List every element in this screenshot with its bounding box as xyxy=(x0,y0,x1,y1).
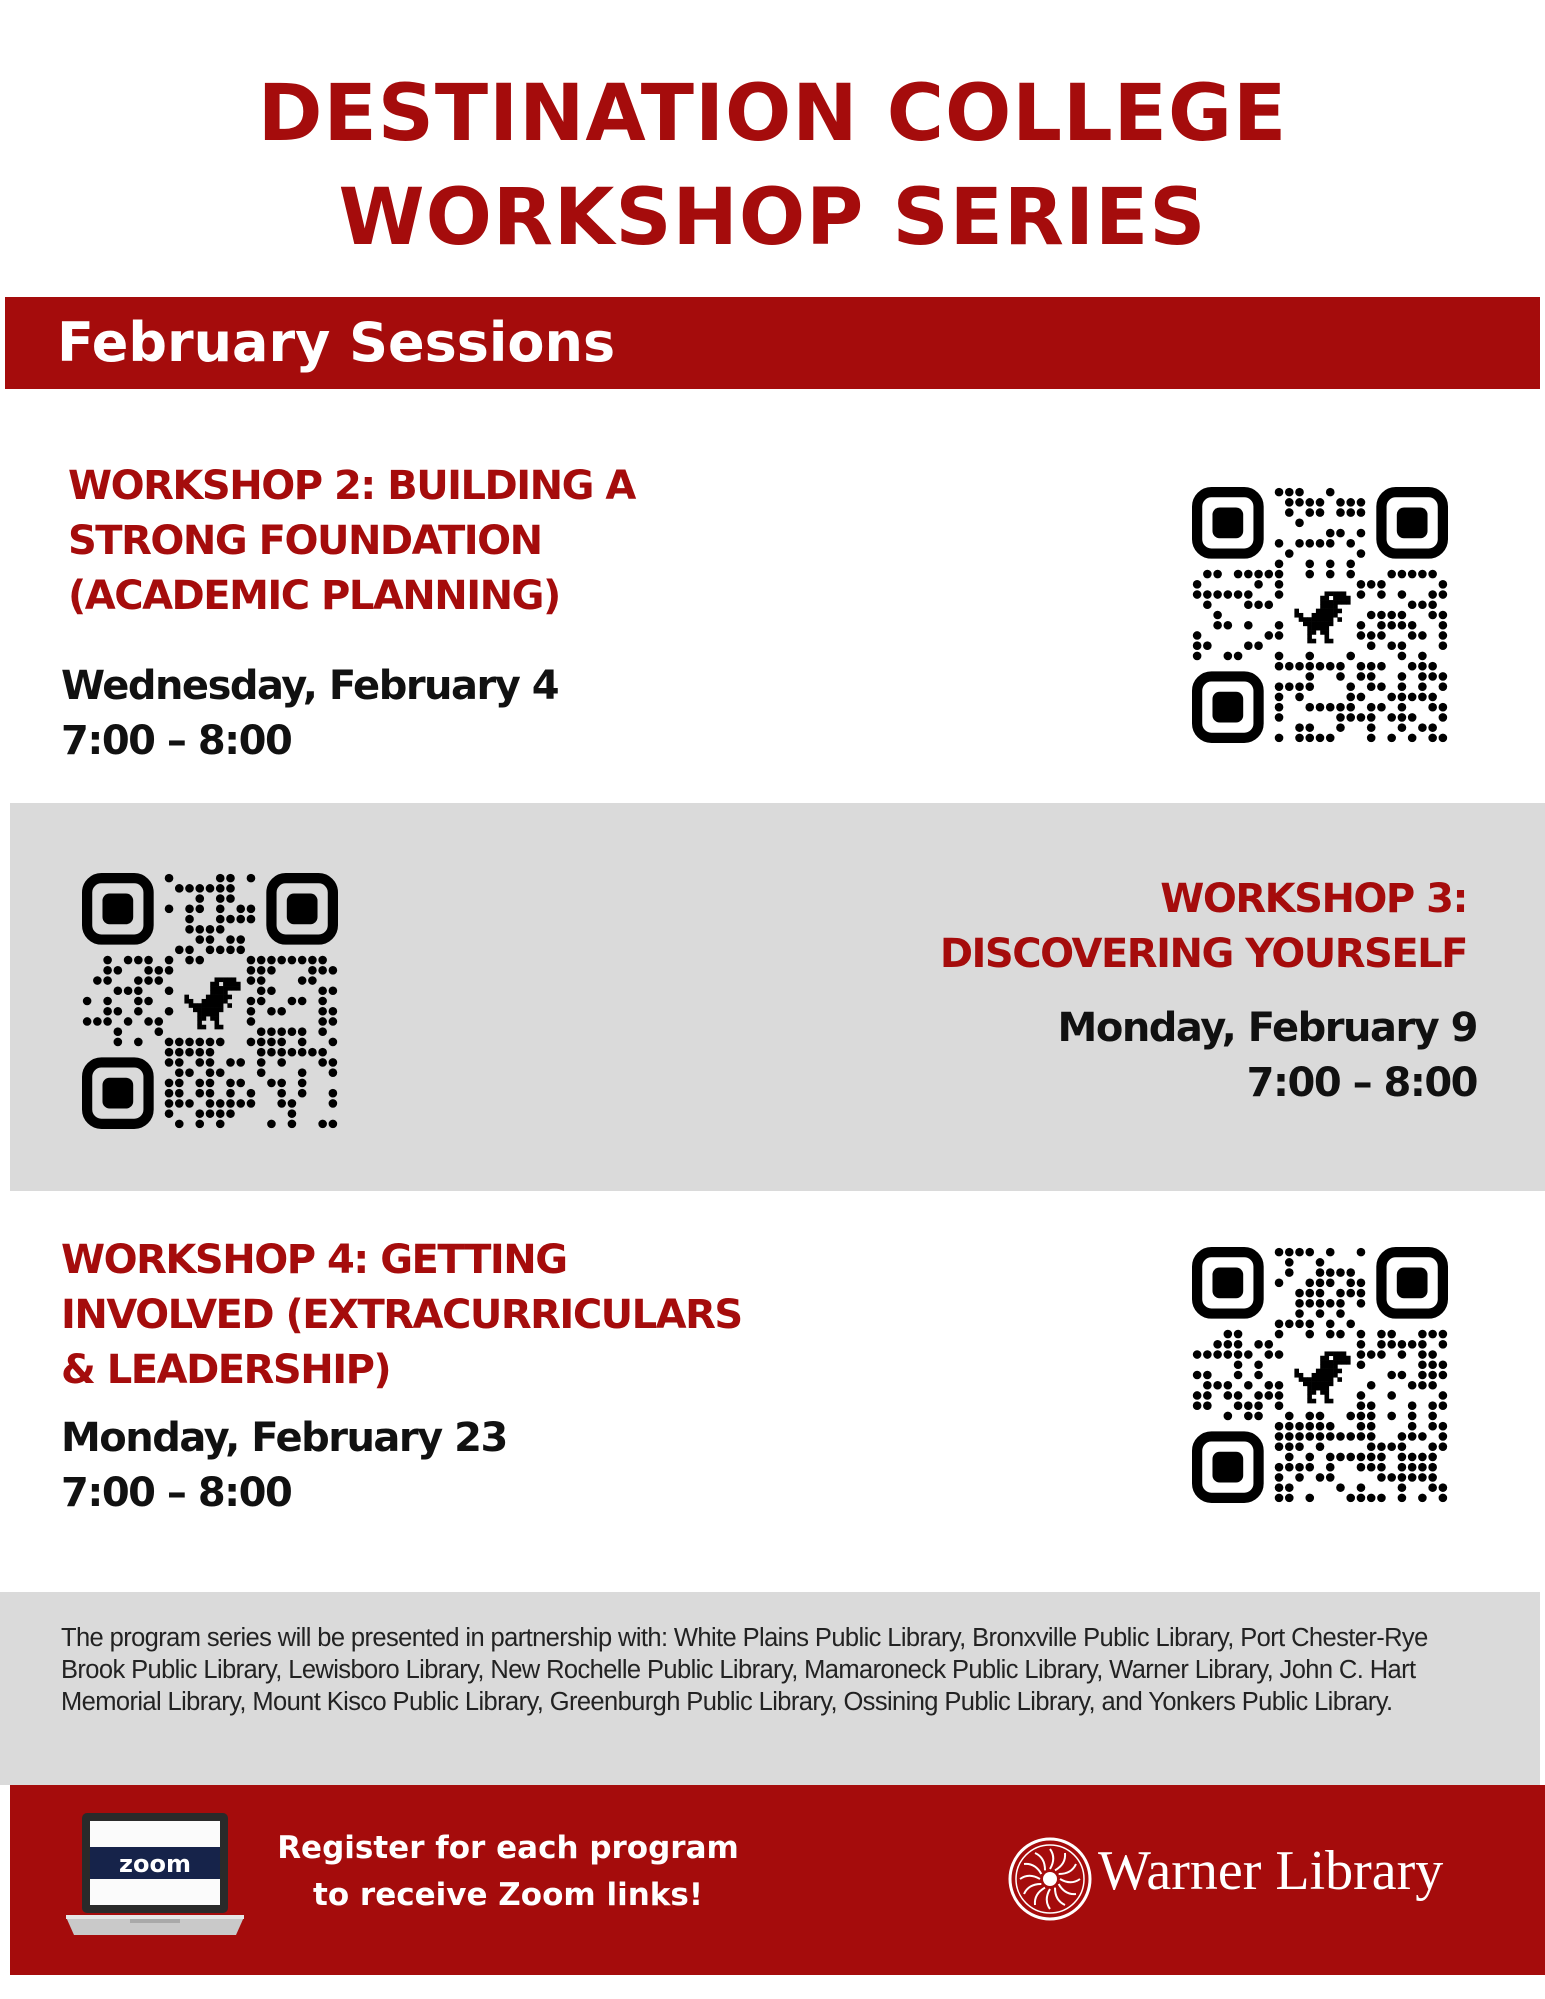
workshop-2-time: 7:00 – 8:00 xyxy=(61,718,292,764)
warner-library-logo-icon xyxy=(1007,1836,1093,1922)
zoom-logo-text: zoom xyxy=(119,1850,191,1878)
workshop-3-title-line: DISCOVERING YOURSELF xyxy=(939,931,1467,977)
workshop-4-time: 7:00 – 8:00 xyxy=(61,1470,292,1516)
workshop-2-title-line: WORKSHOP 2: BUILDING A xyxy=(68,463,635,509)
laptop-icon xyxy=(60,1809,250,1949)
footer-band xyxy=(10,1785,1545,1975)
title-line-1: DESTINATION COLLEGE xyxy=(257,69,1288,159)
dinosaur-icon xyxy=(184,977,240,1029)
partners-text: The program series will be presented in partnership with: White Plains Public Library, Bronxville Public Library, Port Chester-Rye Brook Public Library, Lewisboro Library, New Rochelle Public Library, Mamaroneck Public Library, Warner Library, John C. Hart Memorial Library, Mount Kisco Public Library, Greenburgh Public Library, Ossining Public Library, and Yonkers Public Library. xyxy=(61,1624,1428,1716)
workshop-4-qr-svg xyxy=(1192,1247,1448,1503)
workshop-2-title-line: (ACADEMIC PLANNING) xyxy=(68,573,560,619)
workshop-2-title-line: STRONG FOUNDATION xyxy=(68,518,542,564)
workshop-2-qr-code[interactable] xyxy=(1192,487,1448,743)
dinosaur-icon xyxy=(1294,591,1350,643)
title-line-2: WORKSHOP SERIES xyxy=(338,173,1207,263)
workshop-4-schedule xyxy=(61,1411,507,1521)
workshop-2-qr-svg xyxy=(1192,487,1448,743)
workshop-3-date: Monday, February 9 xyxy=(1057,1005,1477,1051)
workshop-3-schedule xyxy=(1058,1001,1477,1111)
workshop-3-qr-code[interactable] xyxy=(82,873,338,1129)
february-sessions-banner xyxy=(5,297,1540,389)
banner-label: February Sessions xyxy=(57,311,616,374)
workshop-3-time: 7:00 – 8:00 xyxy=(1246,1060,1477,1106)
workshop-4-date: Monday, February 23 xyxy=(61,1415,507,1461)
page-title xyxy=(0,62,1545,270)
register-message xyxy=(263,1825,753,1919)
workshop-3-qr-svg xyxy=(82,873,338,1129)
warner-library-name: Warner Library xyxy=(1098,1840,1444,1902)
dinosaur-icon xyxy=(1294,1351,1350,1403)
register-line-2: to receive Zoom links! xyxy=(313,1877,703,1913)
workshop-2-title xyxy=(68,459,635,624)
workshop-4-qr-code[interactable] xyxy=(1192,1247,1448,1503)
workshop-3-title xyxy=(940,872,1467,982)
workshop-3-title-line: WORKSHOP 3: xyxy=(1160,876,1467,922)
workshop-4-title-line: WORKSHOP 4: GETTING xyxy=(61,1237,567,1283)
workshop-4-title xyxy=(61,1233,742,1398)
workshop-4-title-line: INVOLVED (EXTRACURRICULARS xyxy=(61,1292,742,1338)
workshop-4-title-line: & LEADERSHIP) xyxy=(61,1347,391,1393)
workshop-2-date: Wednesday, February 4 xyxy=(61,663,559,709)
register-line-1: Register for each program xyxy=(277,1830,739,1866)
workshop-2-schedule xyxy=(61,659,558,769)
